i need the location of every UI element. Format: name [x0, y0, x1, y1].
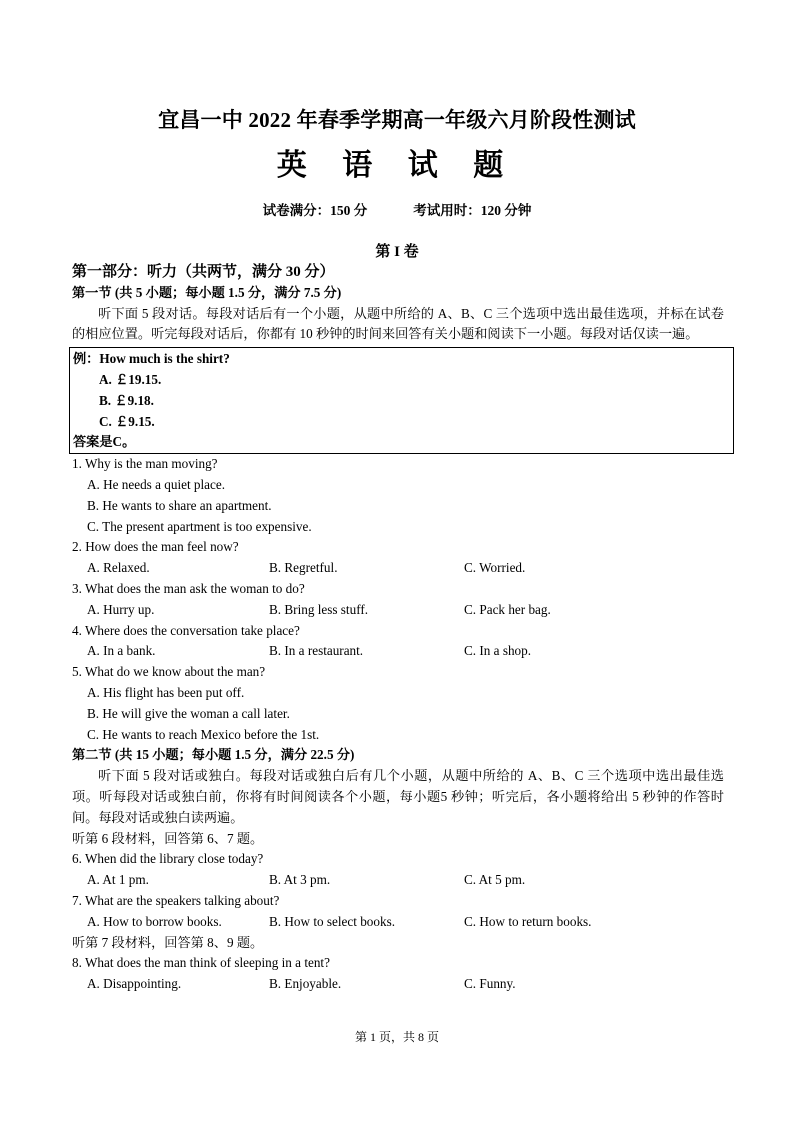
question-option: C. The present apartment is too expensive. [87, 518, 312, 534]
option-row [72, 974, 724, 995]
section-heading: 第二节 (共 15 小题；每小题 1.5 分，满分 22.5 分) [72, 747, 355, 763]
question-stem: 1. Why is the man moving? [72, 456, 218, 472]
subject-title: 英 语 试 题 [276, 149, 518, 182]
option-row [72, 912, 724, 933]
question-option: C. Funny. [464, 976, 516, 992]
part-heading: 第一部分：听力（共两节，满分 30 分） [72, 264, 335, 280]
question-option: B. At 3 pm. [269, 872, 331, 888]
example-option: C. ￡9.15. [99, 413, 155, 429]
example-question: 例：How much is the shirt? [73, 351, 230, 367]
question-option: C. Pack her bag. [464, 601, 551, 617]
question-stem: 7. What are the speakers talking about? [72, 892, 280, 908]
exam-title: 宜昌一中 2022 年春季学期高一年级六月阶段性测试 [158, 108, 636, 132]
question-option: B. How to select books. [269, 913, 396, 929]
question-option: C. In a shop. [464, 643, 532, 659]
option-row [72, 870, 724, 891]
question-option: B. He wants to share an apartment. [87, 497, 272, 513]
question-option: A. In a bank. [87, 643, 156, 659]
section-heading: 第一节 (共 5 小题；每小题 1.5 分，满分 7.5 分) [72, 284, 342, 300]
exam-content [72, 262, 724, 995]
question-option: B. In a restaurant. [269, 643, 364, 659]
question-stem: 8. What does the man think of sleeping in a tent? [72, 955, 330, 971]
question-option: C. How to return books. [464, 913, 592, 929]
duration: 考试用时：120 分钟 [413, 203, 532, 218]
question-option: C. Worried. [464, 560, 526, 576]
option-row [72, 600, 724, 621]
question-option: A. He needs a quiet place. [87, 476, 226, 492]
material-note: 听第 6 段材料，回答第 6、7 题。 [72, 830, 264, 846]
example-answer: 答案是C。 [73, 434, 136, 450]
question-option: B. He will give the woman a call later. [87, 705, 290, 721]
question-option: B. Regretful. [269, 560, 338, 576]
question-option: A. Relaxed. [87, 560, 150, 576]
question-option: C. At 5 pm. [464, 872, 526, 888]
section-instructions: 听下面 5 段对话或独白。每段对话或独白后有几个小题，从题中所给的 A、B、C 三个选项中选出最佳选项。听每段对话或独白前，你将有时间阅读各个小题，每小题5 秒钟；听完后，各小题将给出 5 秒钟的作答时间。每段对话或独白读两遍。 [72, 768, 724, 825]
question-option: A. How to borrow books. [87, 913, 222, 929]
question-option: C. He wants to reach Mexico before the 1st. [87, 726, 320, 742]
example-option: A. ￡19.15. [99, 371, 162, 387]
volume-heading: 第 I 卷 [375, 244, 419, 260]
question-option: B. Enjoyable. [269, 976, 342, 992]
question-option: A. Hurry up. [87, 601, 155, 617]
exam-meta [0, 199, 794, 219]
option-row [72, 558, 724, 579]
page-footer: 第 1 页，共 8 页 [354, 1030, 439, 1044]
question-stem: 4. Where does the conversation take place? [72, 622, 300, 638]
example-option: B. ￡9.18. [99, 392, 154, 408]
section-instructions: 听下面 5 段对话。每段对话后有一个小题，从题中所给的 A、B、C 三个选项中选出最佳选项，并标在试卷的相应位置。听完每段对话后，你都有 10 秒钟的时间来回答有关小题和阅读下一小题。每段对话仅读一遍。 [72, 305, 724, 342]
option-row [72, 641, 724, 662]
question-option: A. Disappointing. [87, 976, 182, 992]
question-stem: 2. How does the man feel now? [72, 539, 239, 555]
question-stem: 3. What does the man ask the woman to do? [72, 580, 305, 596]
question-option: A. His flight has been put off. [87, 684, 245, 700]
example-box [69, 347, 734, 454]
question-option: B. Bring less stuff. [269, 601, 369, 617]
question-option: A. At 1 pm. [87, 872, 149, 888]
full-score: 试卷满分：150 分 [262, 203, 368, 218]
question-stem: 6. When did the library close today? [72, 851, 264, 867]
material-note: 听第 7 段材料，回答第 8、9 题。 [72, 934, 264, 950]
question-stem: 5. What do we know about the man? [72, 664, 266, 680]
